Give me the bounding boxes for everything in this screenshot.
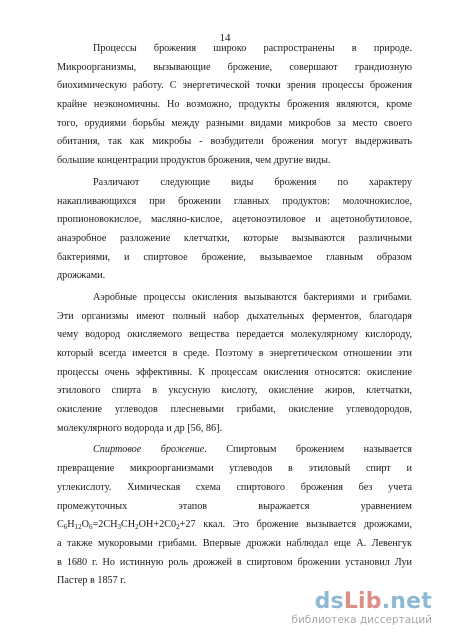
formula: $C_6H_{12}O_6=2CH_3CH_2OH+2C0_2$ [57, 519, 180, 532]
text-line: который всегда имеется в среде. Поэтому в энергетическом отношении эти [57, 348, 412, 359]
text-line: бактериями, и спиртовое брожение, вызываемое главным образом [57, 251, 412, 263]
text-line: накапливающихся при брожении главных продуктов: молочнокислое, [57, 195, 412, 207]
paragraph-3 [57, 289, 412, 439]
text-line: большие концентрации продуктов брожения, чем другие виды. [57, 155, 331, 167]
text-line: чему водород окисляемого вещества передается молекулярному кислороду, [57, 329, 412, 341]
text-line: Эти организмы имеют полный набор дыхательных ферментов, благодаря [57, 310, 412, 322]
text-line: Пастер в 1857 г. [57, 575, 126, 587]
text-line: Аэробные процессы окисления вызываются бактериями и грибами. [93, 291, 412, 303]
text-line: Различают следующие виды брожения по характеру [93, 176, 412, 188]
text-line: этилового спирта в уксусную кислоту, окисление жиров, клетчатки, [57, 385, 412, 397]
text-line: промежуточных этапов выражается уравнением [57, 500, 412, 512]
paragraph-2 [57, 174, 412, 286]
text-line: того, орудиями борьбы между разными видами микробов за место своего [57, 117, 412, 129]
text-line: биохимическую работу. С энергетической точки зрения процессы брожения [57, 80, 412, 92]
paragraph-4 [57, 441, 412, 591]
text-line: обитания, так как микробы - возбудители брожения могут выдерживать [57, 136, 412, 148]
watermark-subtitle: библиотека диссертаций [291, 614, 432, 626]
text-line: Процессы брожения широко распространены в природе. [93, 43, 412, 54]
text-line: анаэробное разложение клетчатки, которые вызываются различными [57, 232, 412, 244]
text-line: Микроорганизмы, вызывающие брожение, совершают грандиозную [57, 61, 412, 73]
text-line: дрожжами. [57, 270, 106, 282]
text-fragment: Спиртовым брожением называется [226, 444, 412, 456]
section-term: Спиртовое брожение. [93, 444, 207, 456]
text-line: пропионовокислое, масляно-кислое, ацетоноэтиловое и ацетонобутиловое, [57, 214, 412, 226]
text-line: а также мукоровыми грибами. Впервые дрожжи наблюдал еще А. Левенгук [57, 537, 412, 549]
text-line [57, 441, 412, 460]
text-line: превращение микроорганизмами углеводов в этиловый спирт и [57, 463, 412, 475]
text-line: молекулярного водорода и др [56, 86]. [57, 422, 223, 434]
paragraph-1 [57, 40, 412, 171]
watermark-logo: dsLib.net [314, 589, 432, 614]
formula-line [57, 516, 412, 535]
text-line: процессы очень эффективны. К процессам окисления относятся: окисление [57, 366, 412, 378]
text-fragment: +27 ккал. Это брожение вызывается дрожжами, [179, 519, 412, 531]
text-line: углекислоту. Химическая схема спиртового брожения без учета [57, 481, 412, 493]
document-body [57, 40, 412, 591]
text-line: окисление углеводов плесневыми грибами, окисление углеводородов, [57, 404, 412, 416]
page-number: 14 [219, 32, 231, 44]
text-line: крайне неэкономичны. Но возможно, продукты брожения являются, кроме [57, 99, 412, 111]
text-line: в 1680 г. Но истинную роль дрожжей в спиртовом брожении установил Луи [57, 556, 412, 568]
watermark [272, 590, 432, 626]
